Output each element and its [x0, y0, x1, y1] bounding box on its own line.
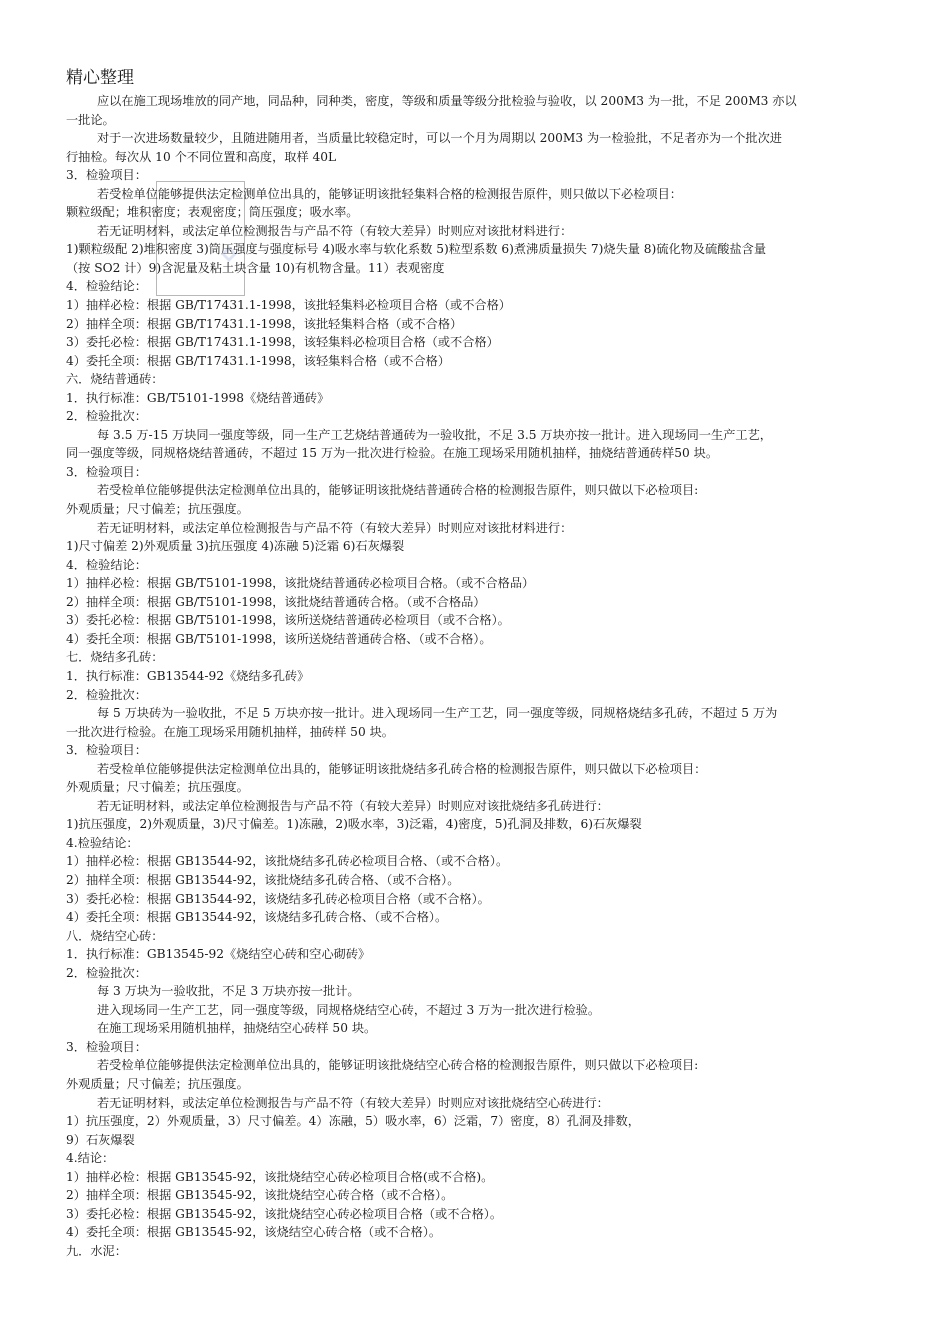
text-line: 对于一次进场数量较少，且随进随用者，当质量比较稳定时，可以一个月为周期以 200M3 为一检验批，不足者亦为一个批次进	[97, 131, 782, 146]
text-line: 若无证明材料，或法定单位检测报告与产品不符（有较大差异）时则应对该批烧结多孔砖进行：	[97, 798, 609, 813]
document-title: 精心整理	[66, 68, 134, 88]
text-line: 若受检单位能够提供法定检测单位出具的，能够证明该批烧结普通砖合格的检测报告原件，则只做以下必检项目:	[97, 483, 699, 498]
text-line: 3．检验项目：	[66, 464, 147, 479]
text-line: 1)颗粒级配 2)堆积密度 3)筒压强度与强度标号 4)吸水率与软化系数 5)粒型系数 6)煮沸质量损失 7)烧失量 8)硫化物及硫酸盐含量	[66, 242, 767, 257]
text-line: 1．执行标准：GB13544-92《烧结多孔砖》	[66, 668, 310, 683]
text-line: 六．烧结普通砖：	[66, 372, 164, 387]
text-line: 4）委托全项：根据 GB/T17431.1-1998，该轻集料合格（或不合格）	[66, 353, 451, 368]
text-line: 进入现场同一生产工艺，同一强度等级，同规格烧结空心砖，不超过 3 万为一批次进行检验。	[97, 1002, 601, 1017]
text-line: 1．执行标准：GB/T5101-1998《烧结普通砖》	[66, 390, 330, 405]
text-line: 4．检验结论：	[66, 557, 147, 572]
text-line: 2．检验批次：	[66, 965, 147, 980]
text-line: 4.检验结论：	[66, 835, 139, 850]
text-line: 2）抽样全项：根据 GB13545-92，该批烧结空心砖合格（或不合格）。	[66, 1188, 454, 1203]
text-line: 4）委托全项：根据 GB/T5101-1998，该所送烧结普通砖合格、（或不合格）。	[66, 631, 492, 646]
text-line: 外观质量；尺寸偏差；抗压强度。	[66, 1076, 249, 1091]
text-line: 3）委托必检：根据 GB/T5101-1998，该所送烧结普通砖必检项目（或不合格）。	[66, 613, 510, 628]
text-line: 九．水泥：	[66, 1243, 127, 1258]
text-line: 3）委托必检：根据 GB/T17431.1-1998，该轻集料必检项目合格（或不合格）	[66, 335, 499, 350]
text-line: 1）抗压强度，2）外观质量，3）尺寸偏差。4）冻融，5）吸水率，6）泛霜，7）密度，8）孔洞及排数，	[66, 1114, 640, 1129]
text-line: 八．烧结空心砖：	[66, 928, 164, 943]
text-line: 每 3 万块为一验收批，不足 3 万块亦按一批计。	[97, 984, 360, 999]
text-line: 若无证明材料，或法定单位检测报告与产品不符（有较大差异）时则应对该批材料进行：	[97, 223, 573, 238]
text-line: 4．检验结论：	[66, 279, 147, 294]
text-line: 外观质量；尺寸偏差；抗压强度。	[66, 502, 249, 517]
text-line: 2）抽样全项：根据 GB13544-92，该批烧结多孔砖合格、（或不合格）。	[66, 872, 460, 887]
text-line: 3）委托必检：根据 GB13545-92，该批烧结空心砖必检项目合格（或不合格）。	[66, 1206, 503, 1221]
text-line: 4.结论：	[66, 1151, 115, 1166]
text-line: 每 5 万块砖为一验收批，不足 5 万块亦按一批计。进入现场同一生产工艺，同一强度等级，同规格烧结多孔砖，不超过 5 万为	[97, 706, 778, 721]
text-line: 1）抽样必检：根据 GB13545-92，该批烧结空心砖必检项目合格(或不合格)。	[66, 1169, 494, 1184]
text-line: 外观质量；尺寸偏差；抗压强度。	[66, 780, 249, 795]
text-line: 1）抽样必检：根据 GB/T5101-1998，该批烧结普通砖必检项目合格。（或不合格品）	[66, 576, 535, 591]
text-line: 2．检验批次：	[66, 687, 147, 702]
text-line: 若无证明材料，或法定单位检测报告与产品不符（有较大差异）时则应对该批材料进行：	[97, 520, 573, 535]
text-line: 若受检单位能够提供法定检测单位出具的，能够证明该批烧结多孔砖合格的检测报告原件，则只做以下必检项目：	[97, 761, 707, 776]
text-line: 3．检验项目：	[66, 168, 147, 183]
text-line: 2）抽样全项：根据 GB/T5101-1998，该批烧结普通砖合格。（或不合格品）	[66, 594, 486, 609]
text-line: 同一强度等级，同规格烧结普通砖，不超过 15 万为一批次进行检验。在施工现场采用随机抽样，抽烧结普通砖样50 块。	[66, 446, 719, 461]
text-line: 2．检验批次：	[66, 409, 147, 424]
text-line: 1)尺寸偏差 2)外观质量 3)抗压强度 4)冻融 5)泛霜 6)石灰爆裂	[66, 539, 405, 554]
text-line: 3．检验项目：	[66, 743, 147, 758]
text-line: 应以在施工现场堆放的同产地，同品种，同种类，密度，等级和质量等级分批检验与验收，以 200M3 为一批，不足 200M3 亦以	[97, 94, 797, 108]
text-line: （按 SO2 计）9)含泥量及粘土块含量 10)有机物含量。11）表观密度	[66, 260, 445, 275]
text-line: 3．检验项目：	[66, 1039, 147, 1054]
text-line: 1）抽样必检：根据 GB/T17431.1-1998，该批轻集料必检项目合格（或不合格）	[66, 298, 511, 313]
text-line: 颗粒级配；堆积密度；表观密度；筒压强度；吸水率。	[66, 205, 359, 220]
text-line: 2）抽样全项：根据 GB/T17431.1-1998，该批轻集料合格（或不合格）	[66, 316, 463, 331]
text-line: 在施工现场采用随机抽样，抽烧结空心砖样 50 块。	[97, 1021, 377, 1036]
text-line: 七．烧结多孔砖：	[66, 650, 164, 665]
text-line: 行抽检。每次从 10 个不同位置和高度，取样 40L	[66, 149, 337, 164]
text-line: 若受检单位能够提供法定检测单位出具的，能够证明该批轻集料合格的检测报告原件，则只做以下必检项目：	[97, 186, 682, 201]
document-page	[66, 66, 886, 1260]
text-line: 1)抗压强度，2)外观质量，3)尺寸偏差。1)冻融，2)吸水率，3)泛霜，4)密度，5)孔洞及排数，6)石灰爆裂	[66, 817, 642, 832]
text-line: 若无证明材料，或法定单位检测报告与产品不符（有较大差异）时则应对该批烧结空心砖进行：	[97, 1095, 609, 1110]
text-line: 3）委托必检：根据 GB13544-92，该烧结多孔砖必检项目合格（或不合格）。	[66, 891, 490, 906]
text-line: 每 3.5 万-15 万块同一强度等级，同一生产工艺烧结普通砖为一验收批，不足 3.5 万块亦按一批计。进入现场同一生产工艺，	[97, 427, 772, 442]
text-line: 4）委托全项：根据 GB13544-92，该烧结多孔砖合格、（或不合格）。	[66, 910, 448, 925]
text-line: 1）抽样必检：根据 GB13544-92，该批烧结多孔砖必检项目合格、（或不合格）。	[66, 854, 509, 869]
text-line: 一批论。	[66, 112, 115, 127]
text-line: 9）石灰爆裂	[66, 1132, 135, 1147]
text-line: 4）委托全项：根据 GB13545-92，该烧结空心砖合格（或不合格）。	[66, 1225, 442, 1240]
document-body	[66, 92, 886, 1260]
text-line: 一批次进行检验。在施工现场采用随机抽样，抽砖样 50 块。	[66, 724, 394, 739]
text-line: 1．执行标准：GB13545-92《烧结空心砖和空心砌砖》	[66, 947, 371, 962]
text-line: 若受检单位能够提供法定检测单位出具的，能够证明该批烧结空心砖合格的检测报告原件，则只做以下必检项目:	[97, 1058, 699, 1073]
